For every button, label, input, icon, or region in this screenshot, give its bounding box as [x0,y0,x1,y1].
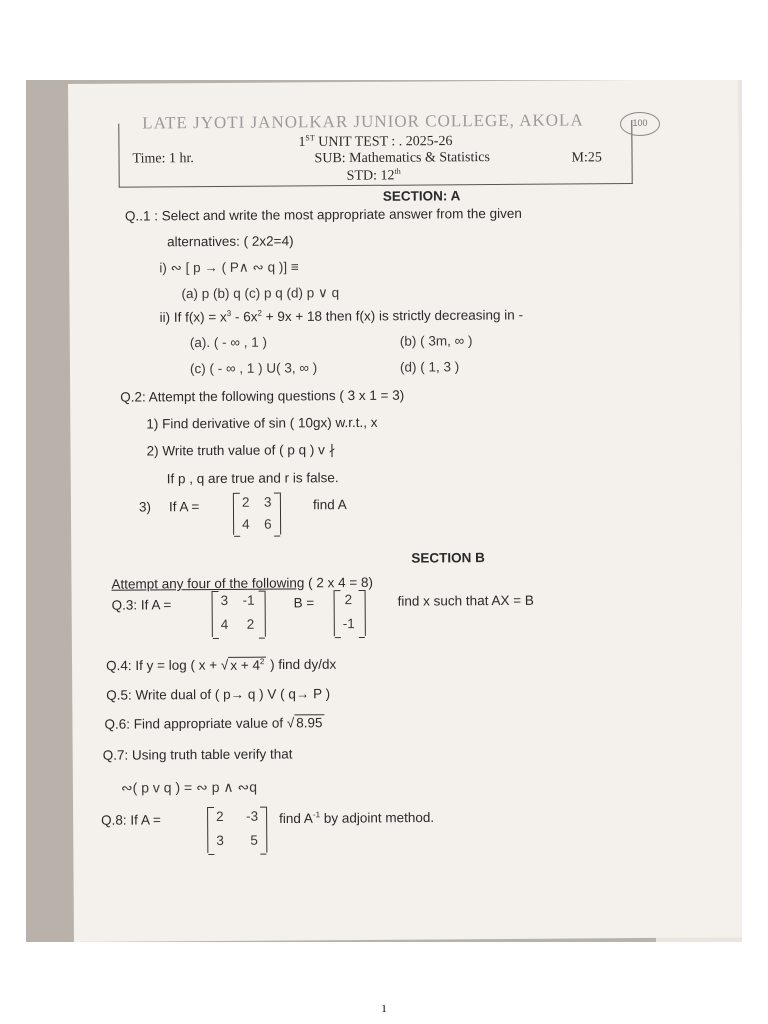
q1-ii-power3: 3 [226,308,232,318]
matrix-cell: -3 [246,808,259,824]
q6-radicand: 8.95 [294,714,324,730]
q2-part3-tail: find A [312,497,347,513]
q1-i-options: (a) p (b) q (c) p q (d) p ∨ q [181,285,340,302]
std-suffix: th [394,166,401,176]
q1-ii-end: + 9x + 18 then f(x) is strictly decreasing in - [261,307,524,325]
section-b-instruction: Attempt any four of the following [111,575,305,592]
time-label: Time: 1 hr. [132,151,194,167]
q1-ii-option-d: (d) ( 1, 3 ) [399,359,460,375]
matrix-cell: 2 [344,592,353,608]
q8-method: by adjoint method. [319,809,435,826]
matrix-cell: 2 [241,494,250,510]
matrix-cell: -1 [242,592,255,608]
q1-ii-option-c: (c) ( - ∞ , 1 ) U( 3, ∞ ) [189,360,318,377]
matrix-cell: 3 [220,592,229,608]
subject-label: SUB: Mathematics & Statistics [314,150,490,167]
matrix-cell: 4 [220,616,229,632]
matrix-cell: 5 [250,832,258,848]
matrix-cell: -1 [342,616,355,632]
matrix-cell: 3 [263,494,272,510]
marks-label: M:25 [571,150,602,166]
q4-power: 2 [259,656,265,666]
matrix-a-q2 [233,493,281,535]
matrix-cell: 4 [242,516,250,532]
q4-start: Q.4: If y = log ( x + [106,657,218,674]
q4-end: ) find dy/dx [266,656,337,673]
test-name: UNIT TEST : . 2025-26 [314,133,453,150]
q8-find: find A [279,810,313,827]
std-value: STD: 12 [346,168,395,184]
std-label [347,167,401,185]
matrix-a-q3 [212,591,266,637]
q4-radicand [228,656,266,672]
q2-part2-note: If p , q are true and r is false. [166,470,339,487]
q3-b-label: B = [293,595,315,611]
q1-ii [160,307,524,325]
q1-ii-mid: - 6x [231,309,258,325]
college-name: LATE JYOTI JANOLKAR JUNIOR COLLEGE, AKOLA [142,110,584,133]
exam-paper [68,80,742,942]
matrix-a-q8 [207,807,267,853]
section-b-title: SECTION B [411,550,485,566]
q5: Q.5: Write dual of ( p→ q ) V ( q→ P ) [106,686,331,703]
q8-tail [279,809,434,826]
matrix-cell: 2 [216,808,224,824]
q8-label: Q.8: If A = [101,812,161,828]
q1-ii-start: ii) If f(x) = x [159,309,227,325]
q8-power: -1 [312,810,321,820]
q3-label: Q.3: If A = [111,597,172,613]
q6: Q.6: Find appropriate value of √ 8.95 [104,715,323,732]
matrix-cell: 6 [264,516,272,532]
q1-line1: Q..1 : Select and write the most appropriate answer from the given [124,205,522,224]
q1-ii-option-a: (a). ( - ∞ , 1 ) [189,334,267,351]
q1-ii-option-b: (b) ( 3m, ∞ ) [399,333,473,349]
q7: Q.7: Using truth table verify that [102,746,293,763]
q1-ii-power2: 2 [257,308,262,318]
section-a-title: SECTION: A [382,188,461,204]
test-title [298,132,452,151]
matrix-cell: 2 [246,616,255,632]
q2-part2: 2) Write truth value of ( p q ) v ∤ [146,442,336,459]
document-photo [26,80,742,942]
section-b-marks: ( 2 x 4 = 8) [304,574,374,591]
q6-text: Q.6: Find appropriate value of [104,715,284,732]
q2-heading: Q.2: Attempt the following questions ( 3 x 1 = 3) [120,387,405,405]
q7-expression: ∾( p v q ) = ∾ p ∧ ∾q [120,778,258,796]
q3-tail: find x such that AX = B [397,592,534,609]
matrix-cell: 3 [216,832,224,848]
q2-part3-label: If A = [168,499,200,515]
q2-part3-number: 3) [138,499,152,515]
matrix-b-q3 [334,590,366,636]
marks-stamp: 100 [620,112,660,136]
page-number: 1 [381,1003,387,1015]
q1-i: i) ∾ [ p → ( P∧ ∾ q )] ≡ [159,259,299,276]
test-number-suffix: ST [305,133,315,143]
q1-line2: alternatives: ( 2x2=4) [167,233,294,250]
test-number: 1 [298,135,306,151]
q2-part1: 1) Find derivative of sin ( 10gx) w.r.t., x [146,414,378,432]
q4-radicand-text: x + 4 [230,657,260,673]
q4: Q.4: If y = log ( x + √ $x + 4^2$ ) find dy/dx [106,656,337,674]
